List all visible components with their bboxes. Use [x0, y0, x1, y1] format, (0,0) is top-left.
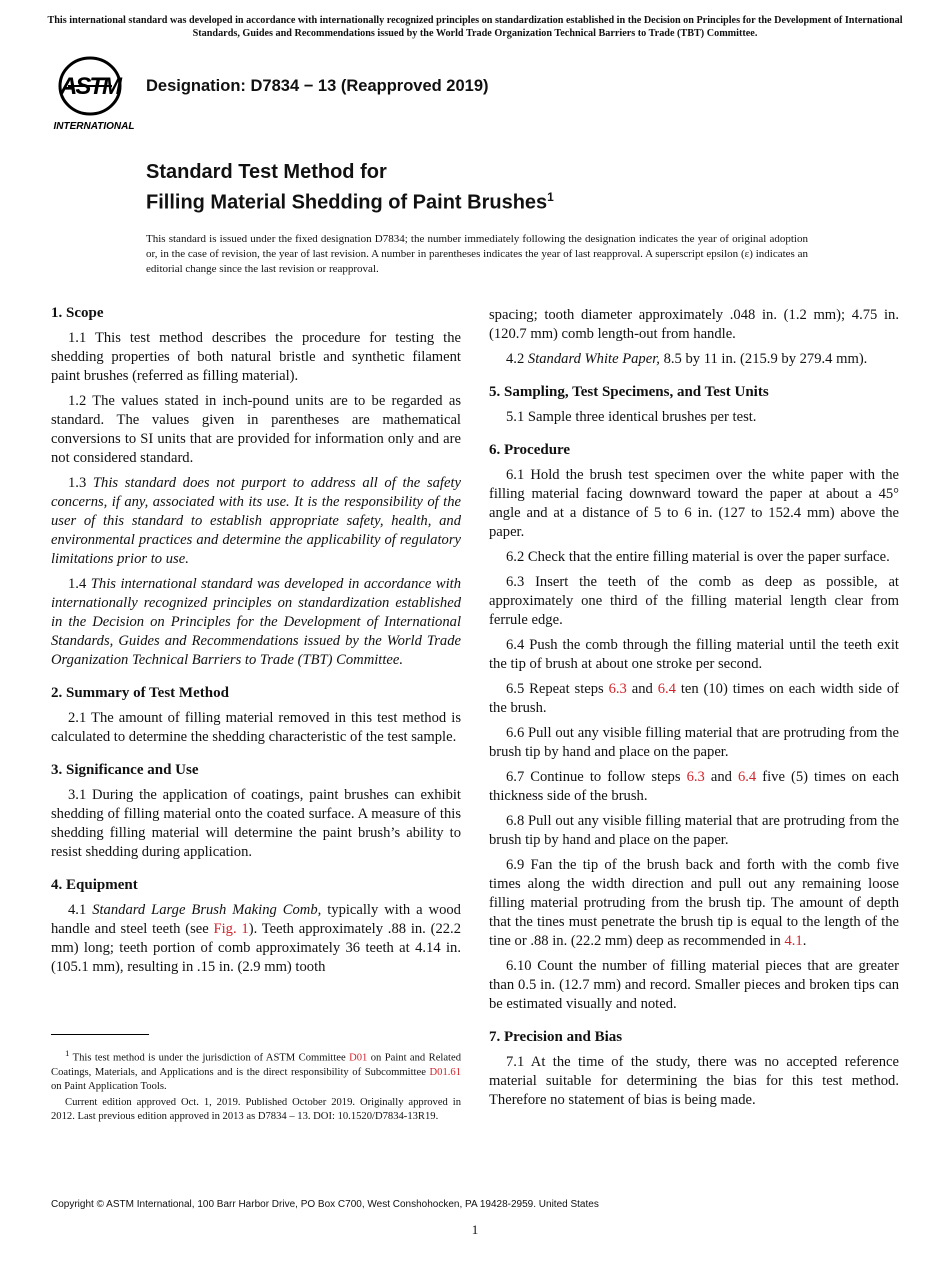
subcommittee-d01-61-link[interactable]: D01.61: [429, 1066, 461, 1078]
footnote-text: This test method is under the jurisdiction of ASTM Committee: [69, 1052, 350, 1064]
item-name: Standard White Paper,: [527, 351, 660, 367]
paragraph-text: 6.9 Fan the tip of the brush back and forth with the comb five times along the width direction and pull out any remaining loose filling material protruding from the brush tip. The amount of depth that the tines must penetrate the brush tip is equal to the length of the tine or .88 in. (22.2 mm) deep as recommended in: [489, 857, 899, 949]
paragraph-1-4: [51, 575, 461, 670]
committee-d01-link[interactable]: D01: [349, 1052, 368, 1064]
title-line-1: Standard Test Method for: [146, 161, 387, 183]
section-heading: 5. Sampling, Test Specimens, and Test Units: [489, 384, 769, 400]
paragraph-number: 4.2: [506, 351, 525, 367]
svg-text:ASTM: ASTM: [60, 73, 120, 100]
section-procedure: [489, 441, 899, 1014]
figure-1-link[interactable]: Fig. 1: [213, 921, 249, 937]
paragraph-text: five (5) times on each thickness side of the brush.: [489, 769, 900, 804]
footnote-divider: [51, 1034, 149, 1035]
step-6-4-link[interactable]: 6.4: [737, 769, 757, 785]
paragraph-4-1: [51, 901, 461, 977]
designation: Designation: D7834 − 13 (Reapproved 2019): [146, 77, 489, 95]
paragraph-5-1: 5.1 Sample three identical brushes per test.: [506, 409, 757, 425]
paragraph-3-1: 3.1 During the application of coatings, paint brushes can exhibit shedding of filling material onto the coated surface. A measure of this shedding filling material will determine the paint brush’s ability to resist shedding during application.: [51, 787, 461, 860]
page-number: 1: [471, 1222, 479, 1237]
section-4-1-link[interactable]: 4.1: [784, 933, 803, 949]
right-column: [489, 306, 899, 1124]
paragraph-6-5: [489, 680, 899, 718]
section-significance: [51, 761, 461, 862]
paragraph-6-4: 6.4 Push the comb through the filling material until the teeth exit the tip of brush at about one stroke per second.: [489, 637, 899, 672]
step-6-3-link[interactable]: 6.3: [686, 769, 705, 785]
paragraph-text: 8.5 by 11 in. (215.9 by 279.4 mm).: [659, 351, 868, 367]
paragraph-1-1: 1.1 This test method describes the procedure for testing the shedding properties of both natural bristle and synthetic filament paint brushes (referred as filling material).: [51, 330, 461, 384]
footnote-text: on Paint and Related Coatings, Materials, and Applications and is the direct responsibility of Subcommittee: [51, 1052, 461, 1078]
section-precision: [489, 1028, 899, 1110]
paragraph-text: This standard does not purport to address all of the safety concerns, if any, associated with its use. It is the responsibility of the user of this standard to establish appropriate safety, health, and environmental practices and determine the applicability of regulatory limitations prior to use.: [51, 475, 461, 567]
item-name: Standard Large Brush Making Comb,: [92, 902, 322, 918]
paragraph-6-8: 6.8 Pull out any visible filling material that are protruding from the brush tip by hand and place on the paper.: [489, 813, 899, 848]
paragraph-text: ten (10) times on each width side of the brush.: [489, 681, 899, 716]
paragraph-text: typically with a wood handle and steel teeth (see: [51, 902, 461, 937]
paragraph-2-1: 2.1 The amount of filling material removed in this test method is calculated to determine the shedding characteristic of the test sample.: [51, 710, 461, 745]
section-heading: 7. Precision and Bias: [489, 1029, 623, 1045]
paragraph-6-1: 6.1 Hold the brush test specimen over the white paper with the filling material facing downward toward the paper at about a 45° angle and at a distance of 5 to 6 in. (127 to 152.4 mm) above the paper.: [489, 467, 899, 540]
section-sampling: [489, 383, 899, 427]
astm-logo: [52, 56, 136, 134]
standards-notice: This international standard was developed in accordance with internationally recognized principles on standardization established in the Decision on Principles for the Development of International Standards, Guides and Recommendations issued by the World Trade Organization Technical Barriers to Trade (TBT) Committee.: [47, 15, 903, 39]
section-heading: 3. Significance and Use: [51, 762, 199, 778]
section-heading: 1. Scope: [51, 305, 104, 321]
title-footnote-mark: 1: [547, 190, 554, 204]
paragraph-1-3: [51, 474, 461, 569]
left-column: [51, 304, 461, 991]
paragraph-6-3: 6.3 Insert the teeth of the comb as deep as possible, at approximately one third of the filling material length clear from ferrule edge.: [489, 574, 899, 628]
title-line-2: [146, 185, 554, 216]
preamble: This standard is issued under the fixed designation D7834; the number immediately following the designation indicates the year of original adoption or, in the case of revision, the year of last revision. A number in parentheses indicates the year of last reapproval. A superscript epsilon (ε) indicates an editorial change since the last revision or reapproval.: [146, 233, 808, 275]
section-equipment-continued: [489, 306, 899, 369]
section-equipment: [51, 876, 461, 977]
footnotes: [51, 1046, 461, 1126]
step-6-3-link[interactable]: 6.3: [608, 681, 627, 697]
paragraph-6-9: [489, 856, 899, 951]
paragraph-6-6: 6.6 Pull out any visible filling material that are protruding from the brush tip by hand and place on the paper.: [489, 725, 899, 760]
document-title: [146, 160, 554, 216]
copyright-notice: Copyright © ASTM International, 100 Barr Harbor Drive, PO Box C700, West Conshohocken, PA 19428-2959. United States: [51, 1199, 599, 1210]
paragraph-number: 1.3: [68, 475, 87, 491]
section-heading: 4. Equipment: [51, 877, 138, 893]
paragraph-text: This international standard was developed in accordance with internationally recognized principles on standardization established in the Decision on Principles for the Development of International Standards, Guides and Recommendations issued by the World Trade Organization Technical Barriers to Trade (TBT) Committee.: [51, 576, 462, 668]
astm-logo-mark: [52, 56, 136, 134]
svg-text:INTERNATIONAL: INTERNATIONAL: [53, 121, 135, 132]
paragraph-6-10: 6.10 Count the number of filling material pieces that are greater than 0.5 in. (12.7 mm) and record. Smaller pieces and broken tips can be estimated visually and noted.: [489, 958, 899, 1012]
footnote-text: on Paint Application Tools.: [51, 1080, 167, 1092]
paragraph-number: 4.1: [68, 902, 87, 918]
paragraph-6-7: [489, 768, 899, 806]
paragraph-number: 1.4: [68, 576, 87, 592]
section-heading: 6. Procedure: [489, 442, 571, 458]
footnote-1: [51, 1046, 461, 1094]
paragraph-4-1-continued: spacing; tooth diameter approximately .048 in. (1.2 mm); 4.75 in. (120.7 mm) comb length-out from handle.: [489, 307, 899, 342]
footnote-mark: 1: [65, 1048, 70, 1058]
paragraph-4-2: [489, 350, 899, 369]
paragraph-text: ). Teeth approximately .88 in. (22.2 mm) long; teeth portion of comb approximately 36 teeth at 4.14 in. (105.1 mm), resulting in .15 in. (2.9 mm) tooth: [51, 921, 462, 975]
section-summary: [51, 684, 461, 747]
paragraph-7-1: 7.1 At the time of the study, there was no accepted reference material suitable for determining the bias for this test method. Therefore no statement of bias is being made.: [489, 1054, 899, 1108]
paragraph-text: and: [626, 681, 658, 697]
section-heading: 2. Summary of Test Method: [51, 685, 229, 701]
paragraph-6-2: 6.2 Check that the entire filling material is over the paper surface.: [506, 549, 890, 565]
paragraph-text: 6.5 Repeat steps: [506, 681, 609, 697]
paragraph-1-2: 1.2 The values stated in inch-pound units are to be regarded as standard. The values given in parentheses are mathematical conversions to SI units that are provided for information only and are not considered standard.: [51, 393, 461, 466]
step-6-4-link[interactable]: 6.4: [657, 681, 676, 697]
section-scope: [51, 304, 461, 670]
paragraph-text: 6.7 Continue to follow steps: [506, 769, 687, 785]
paragraph-text: .: [802, 933, 807, 949]
paragraph-text: and: [704, 769, 738, 785]
title-line-2-text: Filling Material Shedding of Paint Brushes: [146, 191, 548, 214]
footnote-edition: Current edition approved Oct. 1, 2019. Published October 2019. Originally approved in 2012. Last previous edition approved in 2013 as D7834 – 13. DOI: 10.1520/D7834-13R19.: [51, 1096, 461, 1122]
